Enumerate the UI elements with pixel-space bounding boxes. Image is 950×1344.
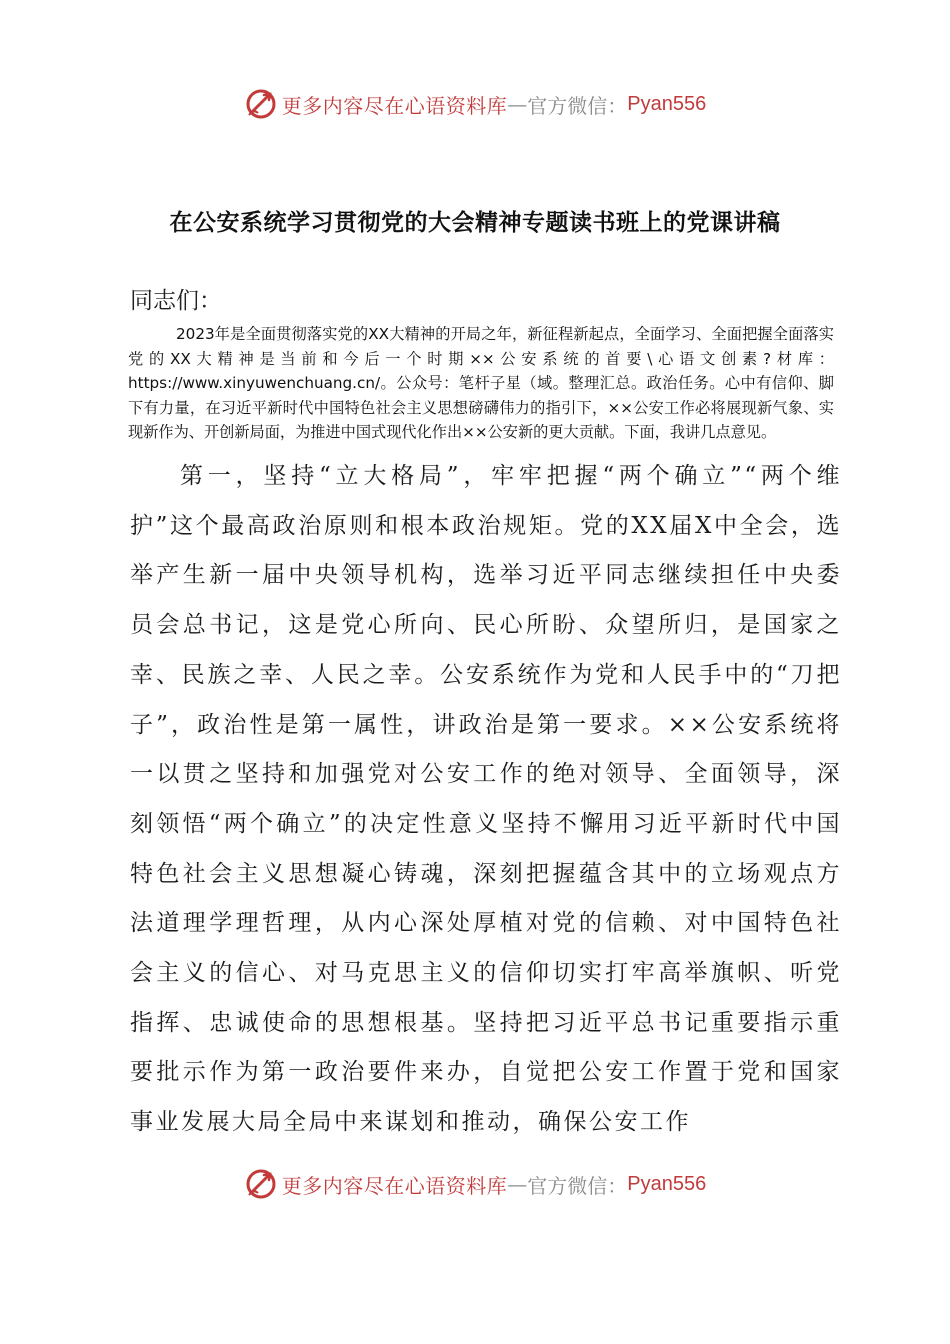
brand-logo-icon: [244, 87, 278, 121]
banner-wechat-id: Pyan556: [627, 92, 707, 115]
banner-label: 官方微信：: [527, 93, 628, 118]
banner-text: 更多内容尽在心语资料库: [281, 1173, 508, 1198]
brand-logo-icon: [244, 1167, 278, 1201]
intro-paragraph: 2023年是全面贯彻落实党的XX大精神的开局之年，新征程新起点，全面学习、全面把握全面落实党的XX大精神是当前和今后一个时期××公安系统的首要\心语文创素?材库：https://www.xinyuwenchuang.cn/。公众号：笔杆子星（域。整理汇总。政治任务。心中有信仰、脚下有力量，在习近平新时代中国特色社会主义思想磅礴伟力的指引下，××公安工作必将展现新气象、实现新作为、开创新局面，为推进中国式现代化作出××公安新的更大贡献。下面，我讲几点意见。: [128, 325, 834, 441]
banner-text: 更多内容尽在心语资料库: [281, 93, 508, 118]
banner-separator: —: [507, 1172, 528, 1196]
document-title: 在公安系统学习贯彻党的大会精神专题读书班上的党课讲稿: [169, 209, 781, 236]
salutation: 同志们：: [130, 288, 222, 314]
banner-wechat-id: Pyan556: [627, 1172, 707, 1195]
body-paragraph: 第一，坚持“立大格局”，牢牢把握“两个确立”“两个维护”这个最高政治原则和根本政治规矩。党的XX届X中全会，选举产生新一届中央领导机构，选举习近平同志继续担任中央委员会总书记，这是党心所向、民心所盼、众望所归，是国家之幸、民族之幸、人民之幸。公安系统作为党和人民手中的“刀把子”，政治性是第一属性，讲政治是第一要求。××公安系统将一以贯之坚持和加强党对公安工作的绝对领导、全面领导，深刻领悟“两个确立”的决定性意义坚持不懈用习近平新时代中国特色社会主义思想凝心铸魂，深刻把握蕴含其中的立场观点方法道理学理哲理，从内心深处厚植对党的信赖、对中国特色社会主义的信心、对马克思主义的信仰切实打牢高举旗帜、听党指挥、忠诚使命的思想根基。坚持把习近平总书记重要指示重要批示作为第一政治要件来办，自觉把公安工作置于党和国家事业发展大局全局中来谋划和推动，确保公安工作: [130, 463, 842, 1136]
header-watermark-banner: [0, 84, 950, 124]
banner-label: 官方微信：: [527, 1173, 628, 1198]
banner-separator: —: [507, 92, 528, 116]
footer-watermark-banner: [0, 1164, 950, 1204]
